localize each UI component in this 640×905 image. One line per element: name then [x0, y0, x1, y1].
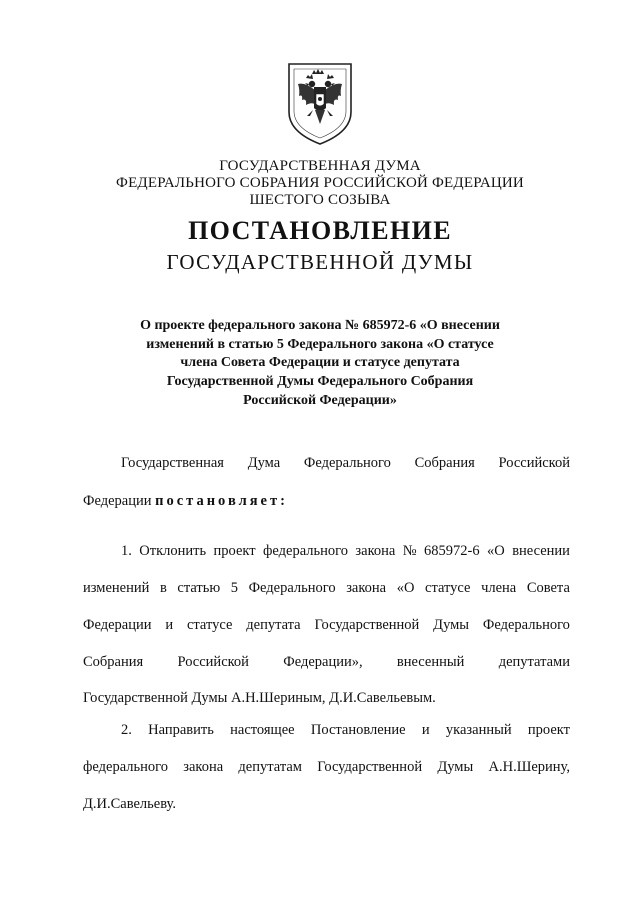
word: и — [165, 617, 174, 633]
word: Российской — [498, 455, 570, 471]
coat-of-arms-emblem — [285, 60, 355, 146]
word: указанный — [445, 722, 512, 738]
clause-1-line-3 — [83, 617, 570, 634]
clause-2-line-3: Д.И.Савельеву. — [83, 796, 176, 812]
word: Постановление — [310, 722, 406, 738]
org-name-line-2: ФЕДЕРАЛЬНОГО СОБРАНИЯ РОССИЙСКОЙ ФЕДЕРАЦИИ — [116, 175, 524, 191]
word: настоящее — [230, 722, 295, 738]
preamble-line-1 — [121, 455, 570, 472]
word: Федерального — [303, 455, 391, 471]
word: внесении — [512, 543, 570, 559]
subject-line: Государственной Думы Федерального Собрания — [166, 374, 474, 390]
clause-2-line-1 — [121, 722, 570, 739]
word: закона — [355, 543, 396, 559]
word: внесенный — [396, 654, 465, 670]
word: статью — [177, 580, 221, 596]
preamble-line-2-start: Федерации — [83, 493, 152, 509]
document-type-title: ПОСТАНОВЛЕНИЕ — [188, 216, 452, 245]
clause-2-line-2 — [83, 759, 570, 776]
word: Государственная — [121, 455, 224, 471]
document-subject — [120, 317, 520, 411]
word: № — [402, 543, 417, 559]
word: 5 — [230, 580, 239, 596]
word: А.Н.Шерину, — [488, 759, 570, 775]
clause-1-line-2 — [83, 580, 570, 597]
word: «О — [487, 543, 505, 559]
org-name-line-1: ГОСУДАРСТВЕННАЯ ДУМА — [219, 158, 421, 174]
word: Федерального — [248, 580, 336, 596]
word: Федерации — [83, 617, 152, 633]
subject-line: О проекте федерального закона № 685972-6 «О внесении — [140, 318, 500, 333]
word: статусе — [425, 580, 471, 596]
word: Государственной — [314, 617, 420, 633]
word: статусе — [186, 617, 233, 633]
word: Собрания — [83, 654, 144, 670]
word: Собрания — [414, 455, 475, 471]
word: Федерального — [482, 617, 570, 633]
resolves-verb: постановляет: — [155, 493, 288, 509]
word: «О — [396, 580, 415, 596]
word: закона — [346, 580, 387, 596]
word: Российской — [177, 654, 249, 670]
word: 685972-6 — [424, 543, 480, 559]
subject-line: члена Совета Федерации и статусе депутата — [180, 355, 460, 371]
word: федерального — [83, 759, 168, 775]
word: 2. — [121, 722, 132, 738]
convocation-line: ШЕСТОГО СОЗЫВА — [249, 192, 391, 208]
word: Совета — [526, 580, 570, 596]
clause-1-line-4 — [83, 654, 570, 671]
word: Дума — [247, 455, 281, 471]
word: Думы — [433, 617, 470, 633]
word: Отклонить — [139, 543, 207, 559]
word: проект — [213, 543, 256, 559]
clause-1-line-1 — [121, 543, 570, 560]
word: депутатами — [498, 654, 570, 670]
subject-line: изменений в статью 5 Федерального закона «О статусе — [146, 336, 494, 352]
word: закона — [183, 759, 224, 775]
word: изменений — [83, 580, 150, 596]
word: 1. — [121, 543, 132, 559]
preamble-line-2 — [83, 493, 570, 510]
word: проект — [527, 722, 570, 738]
word: члена — [481, 580, 517, 596]
document-issuer-title: ГОСУДАРСТВЕННОЙ ДУМЫ — [166, 250, 474, 274]
word: Государственной — [317, 759, 423, 775]
word: и — [421, 722, 430, 738]
subject-line: Российской Федерации» — [243, 392, 397, 408]
word: Федерации», — [283, 654, 363, 670]
word: в — [159, 580, 167, 596]
word: депутата — [246, 617, 301, 633]
word: федерального — [263, 543, 348, 559]
word: депутатам — [238, 759, 302, 775]
word: Думы — [437, 759, 474, 775]
word: Направить — [148, 722, 214, 738]
clause-1-line-5: Государственной Думы А.Н.Шериным, Д.И.Савельевым. — [83, 690, 436, 706]
